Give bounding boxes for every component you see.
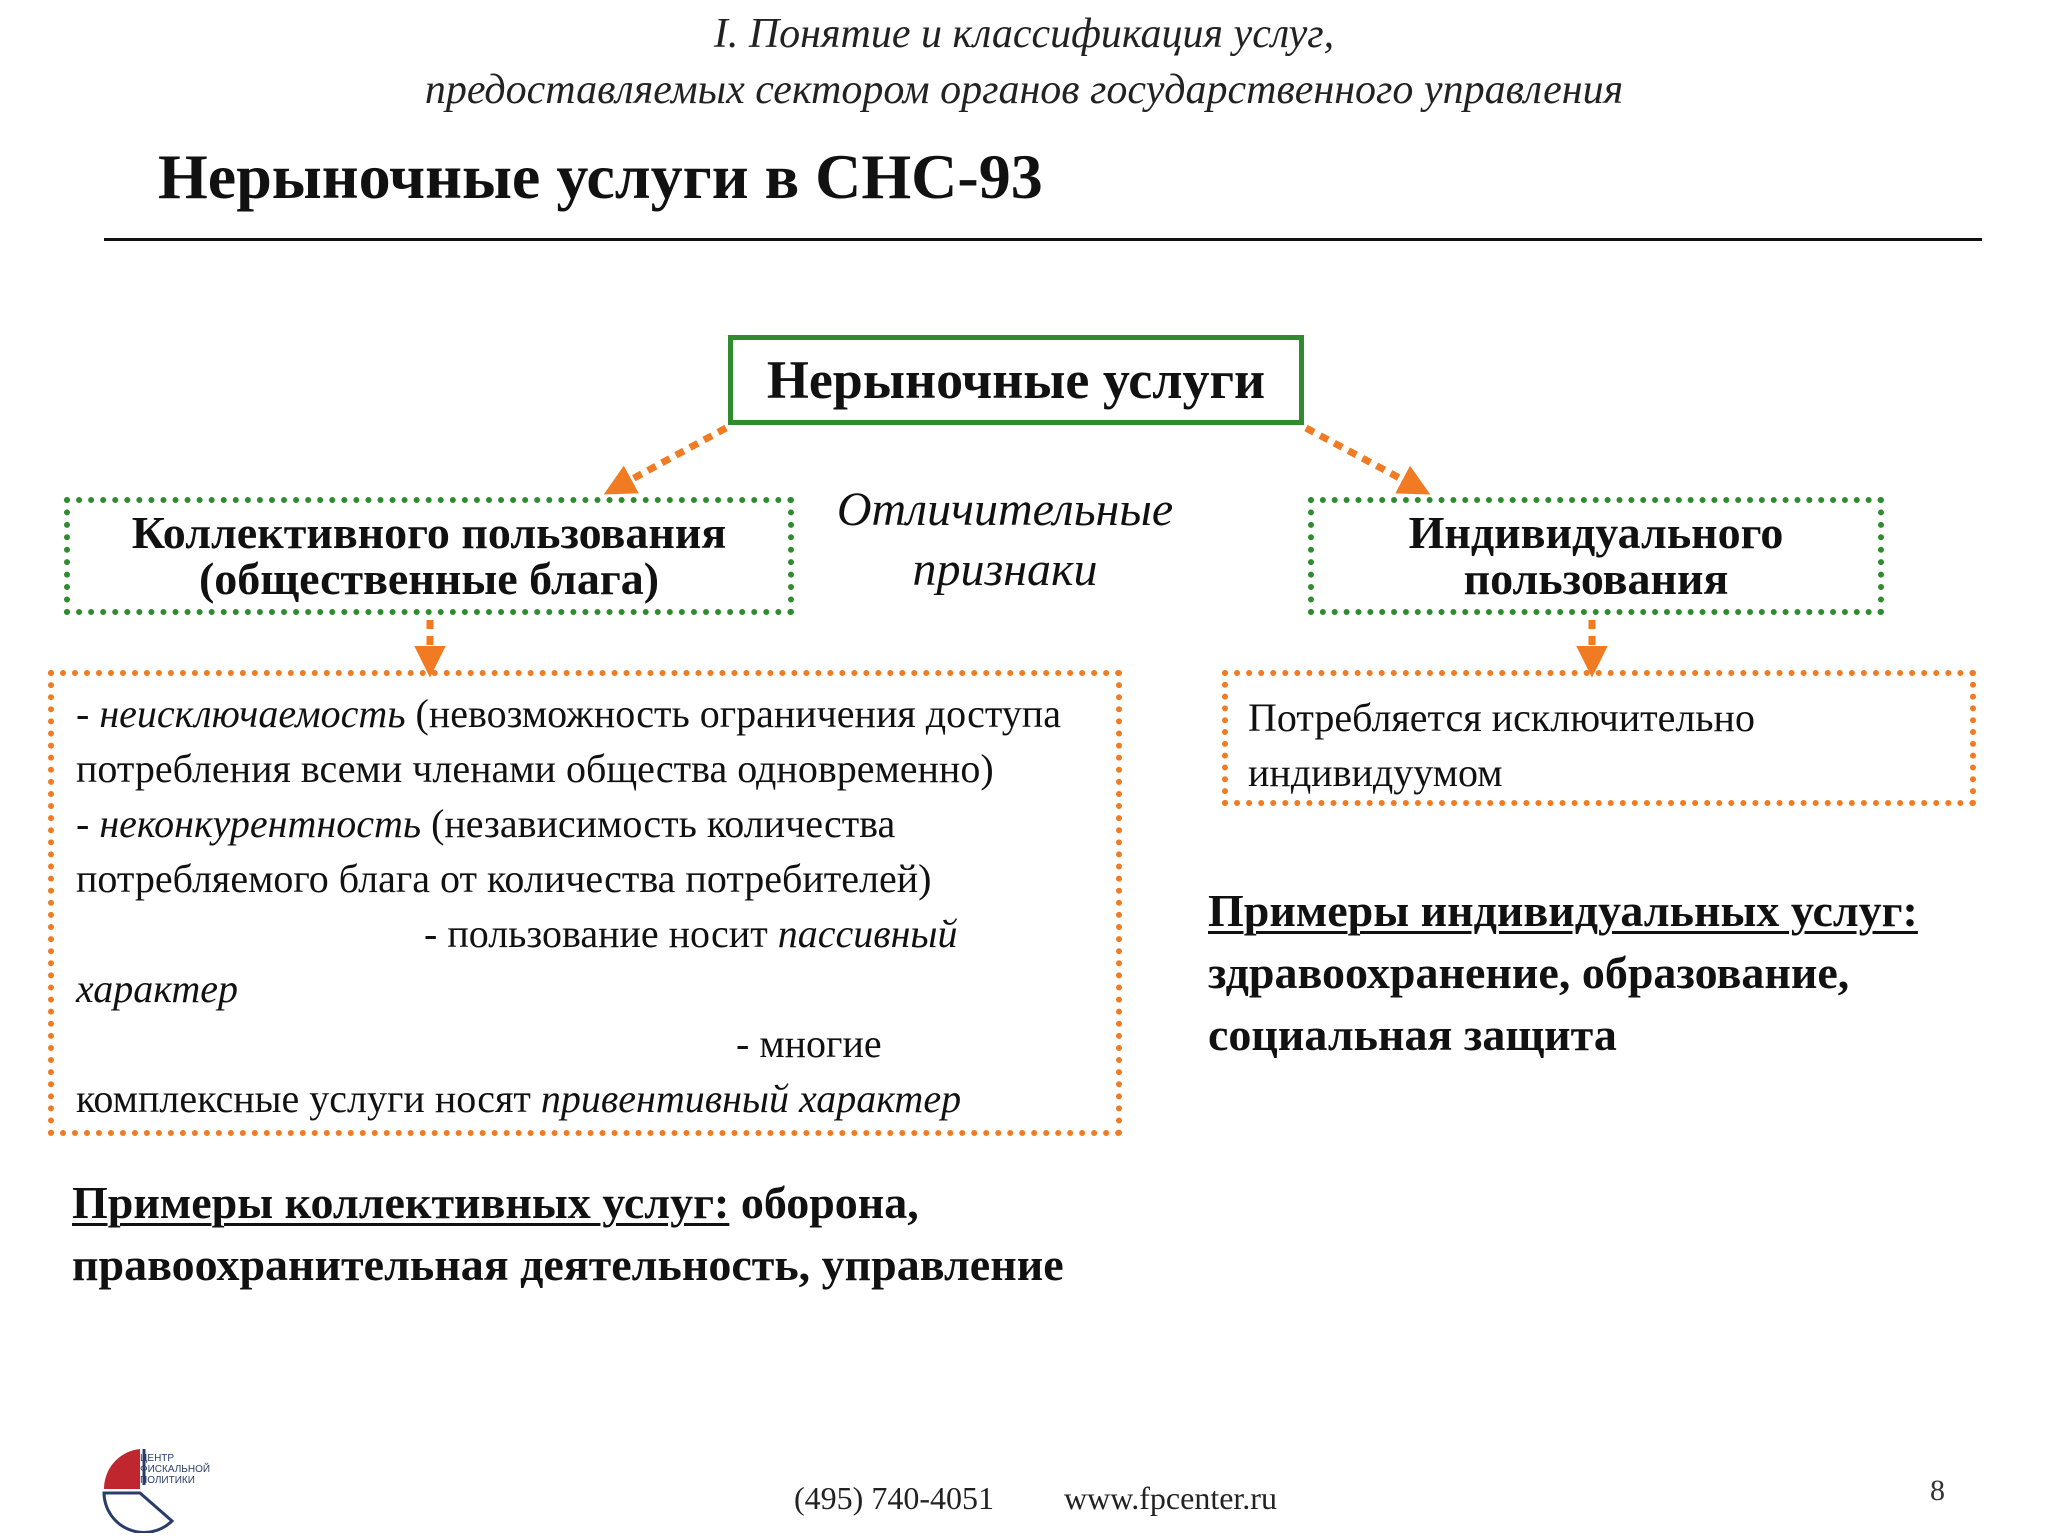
individual-properties-box: Потребляется исключительно индивидуумом — [1222, 670, 1976, 806]
property-preventive — [76, 1016, 1098, 1126]
property-passive-use — [76, 906, 1098, 1016]
property-description: - пользование носит — [424, 911, 778, 956]
logo-text-line-2: ФИСКАЛЬНОЙ — [140, 1464, 211, 1475]
logo-text-line-3: ПОЛИТИКИ — [140, 1475, 195, 1486]
property-term: неконкурентность — [99, 801, 422, 846]
property-dash: - — [76, 801, 90, 846]
individual-examples-label: Примеры индивидуальных услуг: — [1208, 885, 1918, 936]
individual-examples-text: здравоохранение, образование, социальная защита — [1208, 947, 1850, 1060]
property-description: (независимость количества потребляемого блага от количества потребителей) — [76, 801, 932, 901]
category-individual-line-1: Индивидуального — [1408, 507, 1784, 558]
distinctive-features-label — [800, 480, 1210, 600]
page-title: Нерыночные услуги в СНС-93 — [158, 141, 1043, 212]
page-number: 8 — [1930, 1474, 1945, 1507]
collective-examples-label: Примеры коллективных услуг: — [72, 1177, 730, 1228]
root-node-nonmarket-services: Нерыночные услуги — [728, 335, 1304, 425]
footer-phone: (495) 740-4051 — [794, 1480, 994, 1516]
property-description: (невозможность ограничения доступа потребления всеми членами общества одновременно) — [76, 691, 1061, 791]
collective-properties-box — [48, 670, 1122, 1136]
property-term: неисключаемость — [99, 691, 406, 736]
logo-text — [140, 1453, 230, 1486]
property-dash: - — [76, 691, 100, 736]
footer-website-link[interactable]: www.fpcenter.ru — [1064, 1480, 1277, 1516]
category-collective-line-1: Коллективного пользования — [131, 507, 727, 558]
distinctive-line-2: признаки — [912, 543, 1098, 596]
category-individual-use — [1308, 497, 1884, 615]
property-term: привентивный характер — [540, 1076, 962, 1121]
property-non-excludability — [76, 686, 1098, 796]
distinctive-line-1: Отличительные — [836, 483, 1174, 536]
arrow-root-to-individual — [1306, 428, 1422, 490]
arrow-root-to-collective — [612, 428, 726, 490]
category-individual-line-2: пользования — [1463, 553, 1729, 604]
category-collective-use — [64, 497, 794, 615]
property-description: - многие комплексные услуги носят — [76, 1021, 882, 1121]
individual-examples — [1208, 880, 2028, 1066]
section-title-line-2: предоставляемых сектором органов государственного управления — [424, 67, 1624, 113]
property-term: пассивный характер — [76, 911, 958, 1011]
property-non-rivalry — [76, 796, 1098, 906]
category-collective-line-2: (общественные блага) — [198, 553, 660, 604]
logo-text-line-1: ЦЕНТР — [140, 1453, 175, 1464]
collective-examples — [72, 1172, 1112, 1296]
collective-examples-text: оборона, правоохранительная деятельность, управление — [72, 1177, 1064, 1290]
section-title-line-1: I. Понятие и классификация услуг, — [713, 11, 1335, 57]
